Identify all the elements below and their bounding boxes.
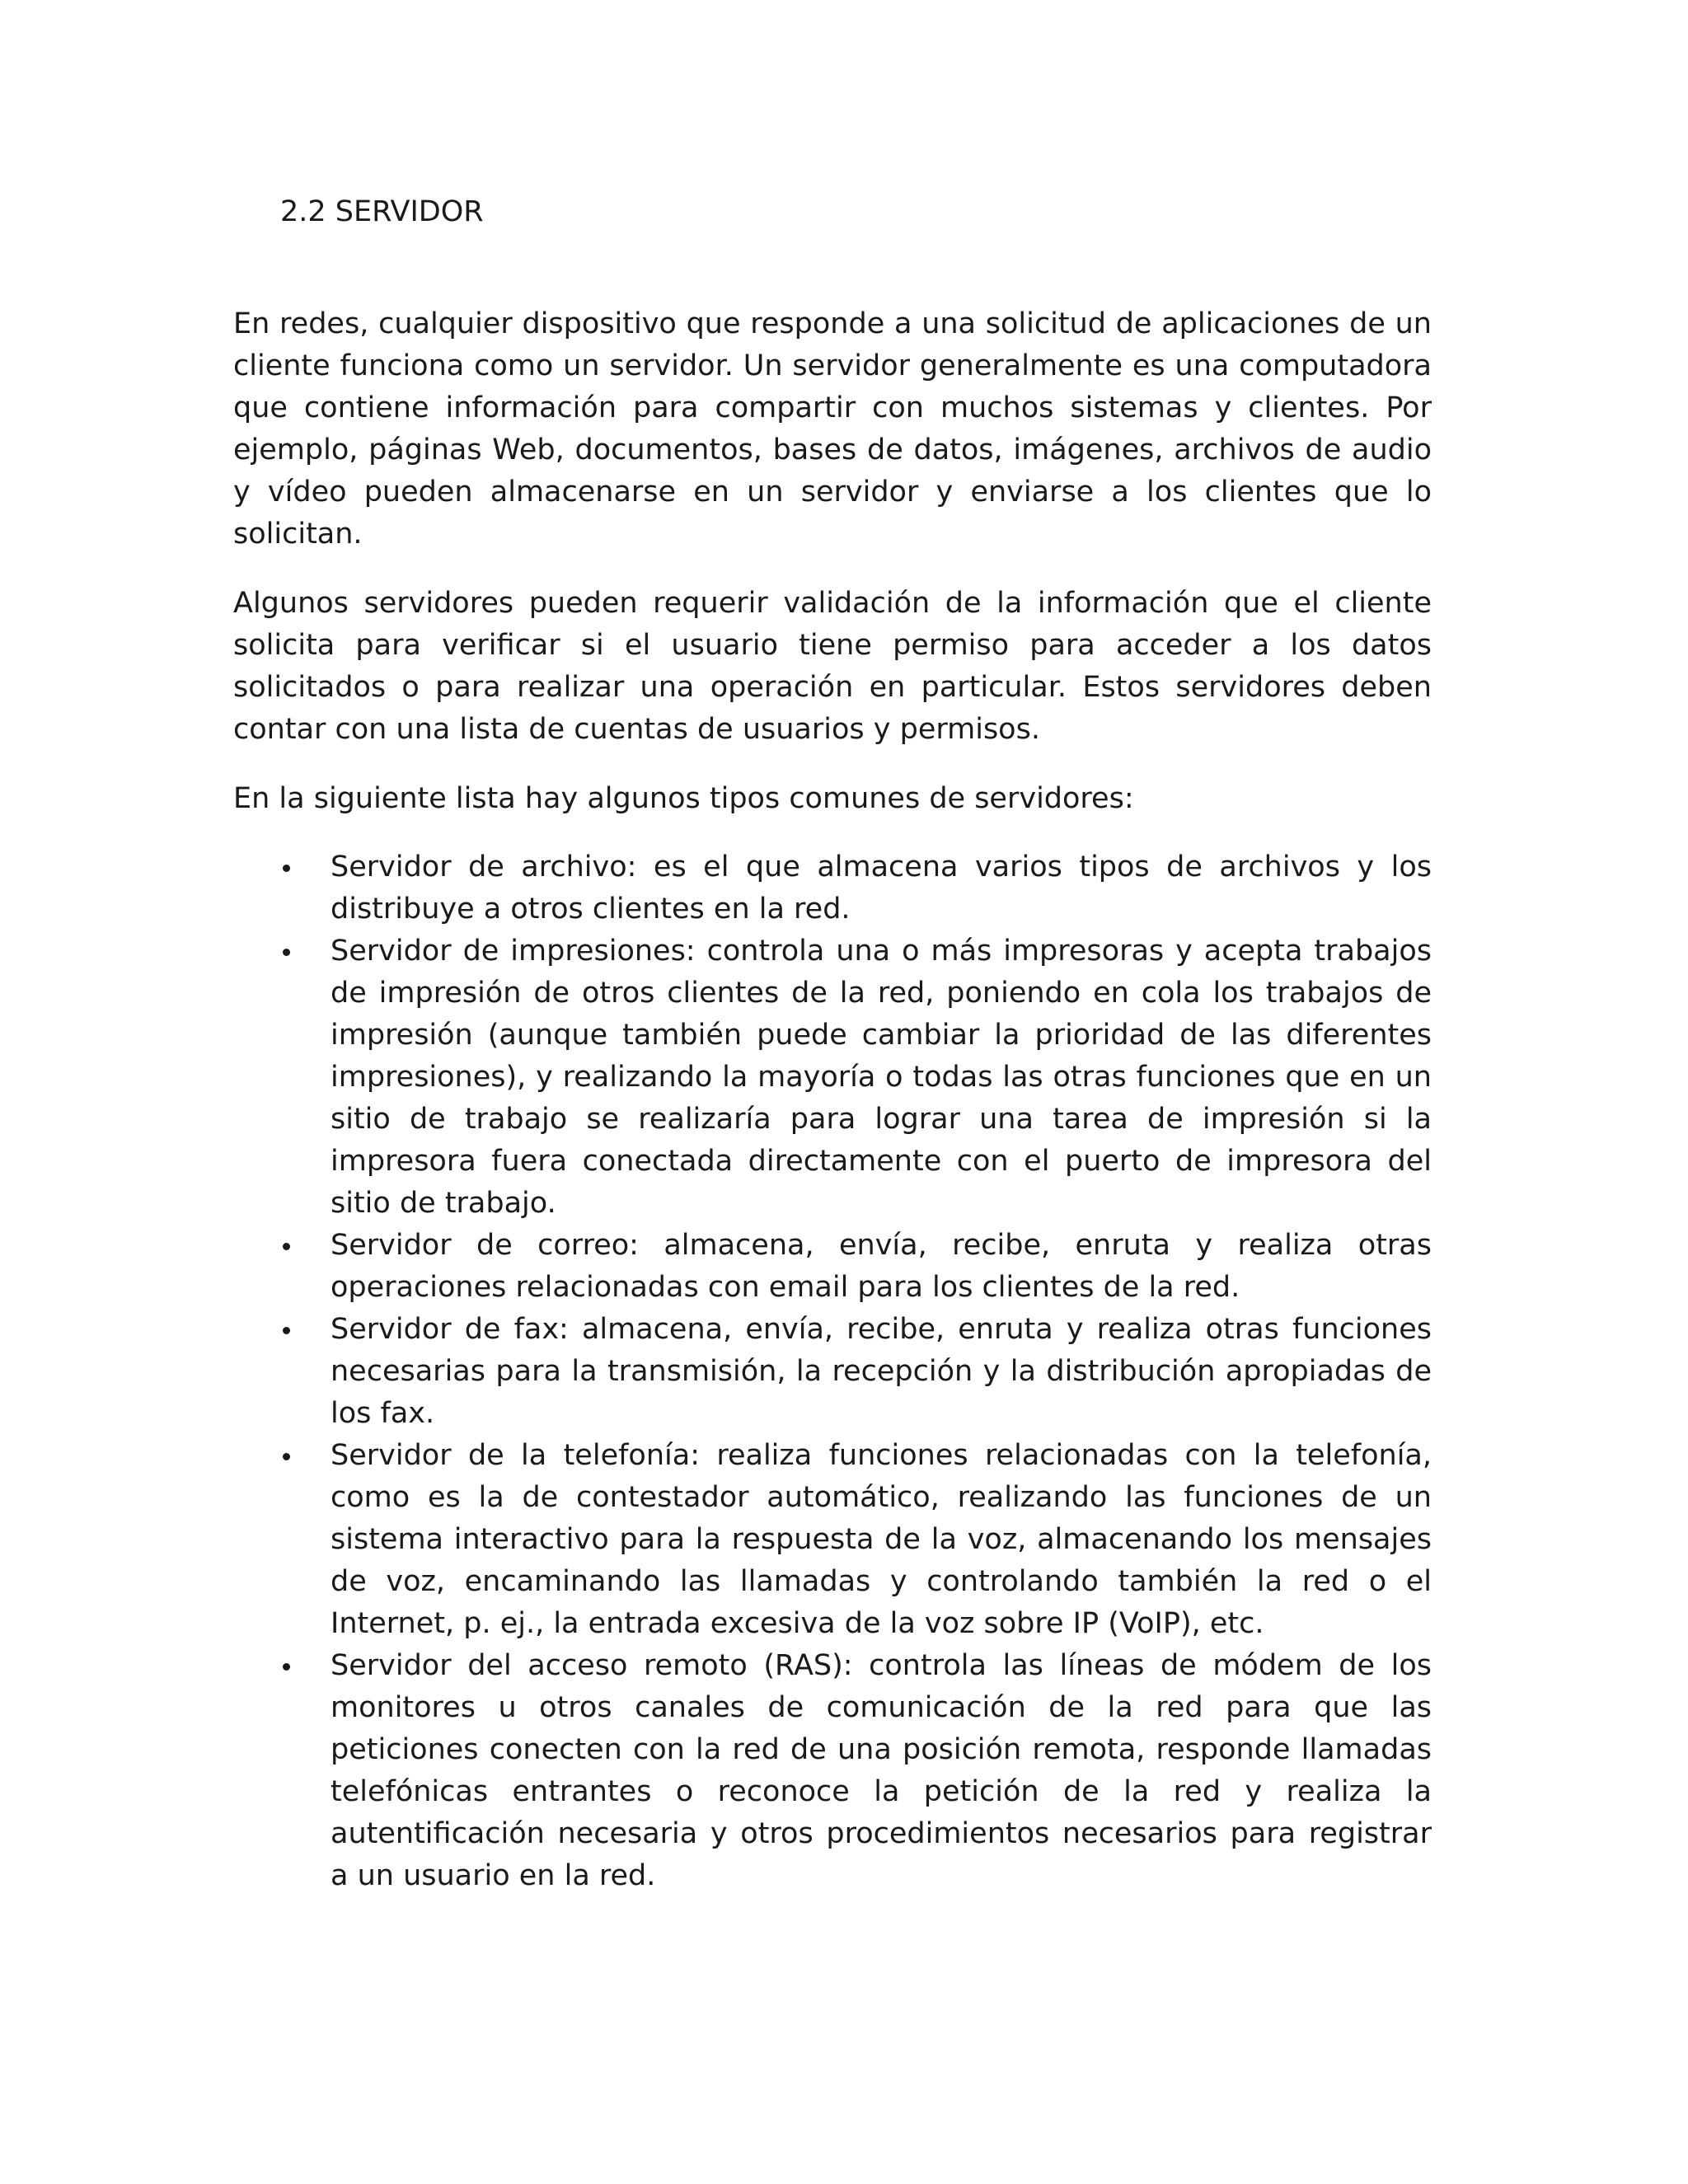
document-body bbox=[233, 303, 1432, 1897]
list-item bbox=[233, 1225, 1432, 1309]
list-item-text: Servidor de impresiones: controla una o más impresoras y acepta trabajos de impresión de otros clientes de la red, poniendo en cola los trabajos de impresión (aunque también puede cambiar la prioridad de las diferentes impresiones), y realizando la mayoría o todas las otras funciones que en un sitio de trabajo se realizaría para lograr una tarea de impresión si la impresora fuera conectada directamente con el puerto de impresora del sitio de trabajo. bbox=[331, 935, 1432, 1220]
list-item bbox=[233, 846, 1432, 930]
list-item-text: Servidor del acceso remoto (RAS): controla las líneas de módem de los monitores u otros canales de comunicación de la red para que las peticiones conecten con la red de una posición remota, responde llamadas telefónicas entrantes o reconoce la petición de la red y realiza la autentificación necesaria y otros procedimientos necesarios para registrar a un usuario en la red. bbox=[331, 1649, 1432, 1892]
list-item bbox=[233, 930, 1432, 1225]
validation-paragraph: Algunos servidores pueden requerir validación de la información que el cliente solicita para verificar si el usuario tiene permiso para acceder a los datos solicitados o para realizar una operación en particular. Estos servidores deben contar con una lista de cuentas de usuarios y permisos. bbox=[233, 587, 1432, 746]
list-item bbox=[233, 1309, 1432, 1435]
list-item-text: Servidor de archivo: es el que almacena varios tipos de archivos y los distribuye a otros clientes en la red. bbox=[331, 851, 1432, 926]
bullet-icon bbox=[283, 1453, 290, 1460]
list-item-text: Servidor de fax: almacena, envía, recibe, enruta y realiza otras funciones necesarias para la transmisión, la recepción y la distribución apropiadas de los fax. bbox=[331, 1313, 1432, 1430]
bullet-icon bbox=[283, 1663, 290, 1671]
list-intro-paragraph: En la siguiente lista hay algunos tipos comunes de servidores: bbox=[233, 782, 1134, 815]
server-types-list bbox=[233, 846, 1432, 1897]
bullet-icon bbox=[283, 1327, 290, 1334]
intro-paragraph: En redes, cualquier dispositivo que responde a una solicitud de aplicaciones de un cliente funciona como un servidor. Un servidor generalmente es una computadora que contiene información para compartir con muchos sistemas y clientes. Por ejemplo, páginas Web, documentos, bases de datos, imágenes, archivos de audio y vídeo pueden almacenarse en un servidor y enviarse a los clientes que lo solicitan. bbox=[233, 307, 1432, 551]
section-heading: 2.2 SERVIDOR bbox=[280, 195, 484, 228]
bullet-icon bbox=[283, 865, 290, 872]
bullet-icon bbox=[283, 949, 290, 956]
list-item bbox=[233, 1435, 1432, 1645]
list-item-text: Servidor de correo: almacena, envía, recibe, enruta y realiza otras operaciones relacionadas con email para los clientes de la red. bbox=[331, 1229, 1432, 1304]
list-item-text: Servidor de la telefonía: realiza funciones relacionadas con la telefonía, como es la de contestador automático, realizando las funciones de un sistema interactivo para la respuesta de la voz, almacenando los mensajes de voz, encaminando las llamadas y controlando también la red o el Internet, p. ej., la entrada excesiva de la voz sobre IP (VoIP), etc. bbox=[331, 1439, 1432, 1640]
list-item bbox=[233, 1645, 1432, 1897]
bullet-icon bbox=[283, 1243, 290, 1250]
